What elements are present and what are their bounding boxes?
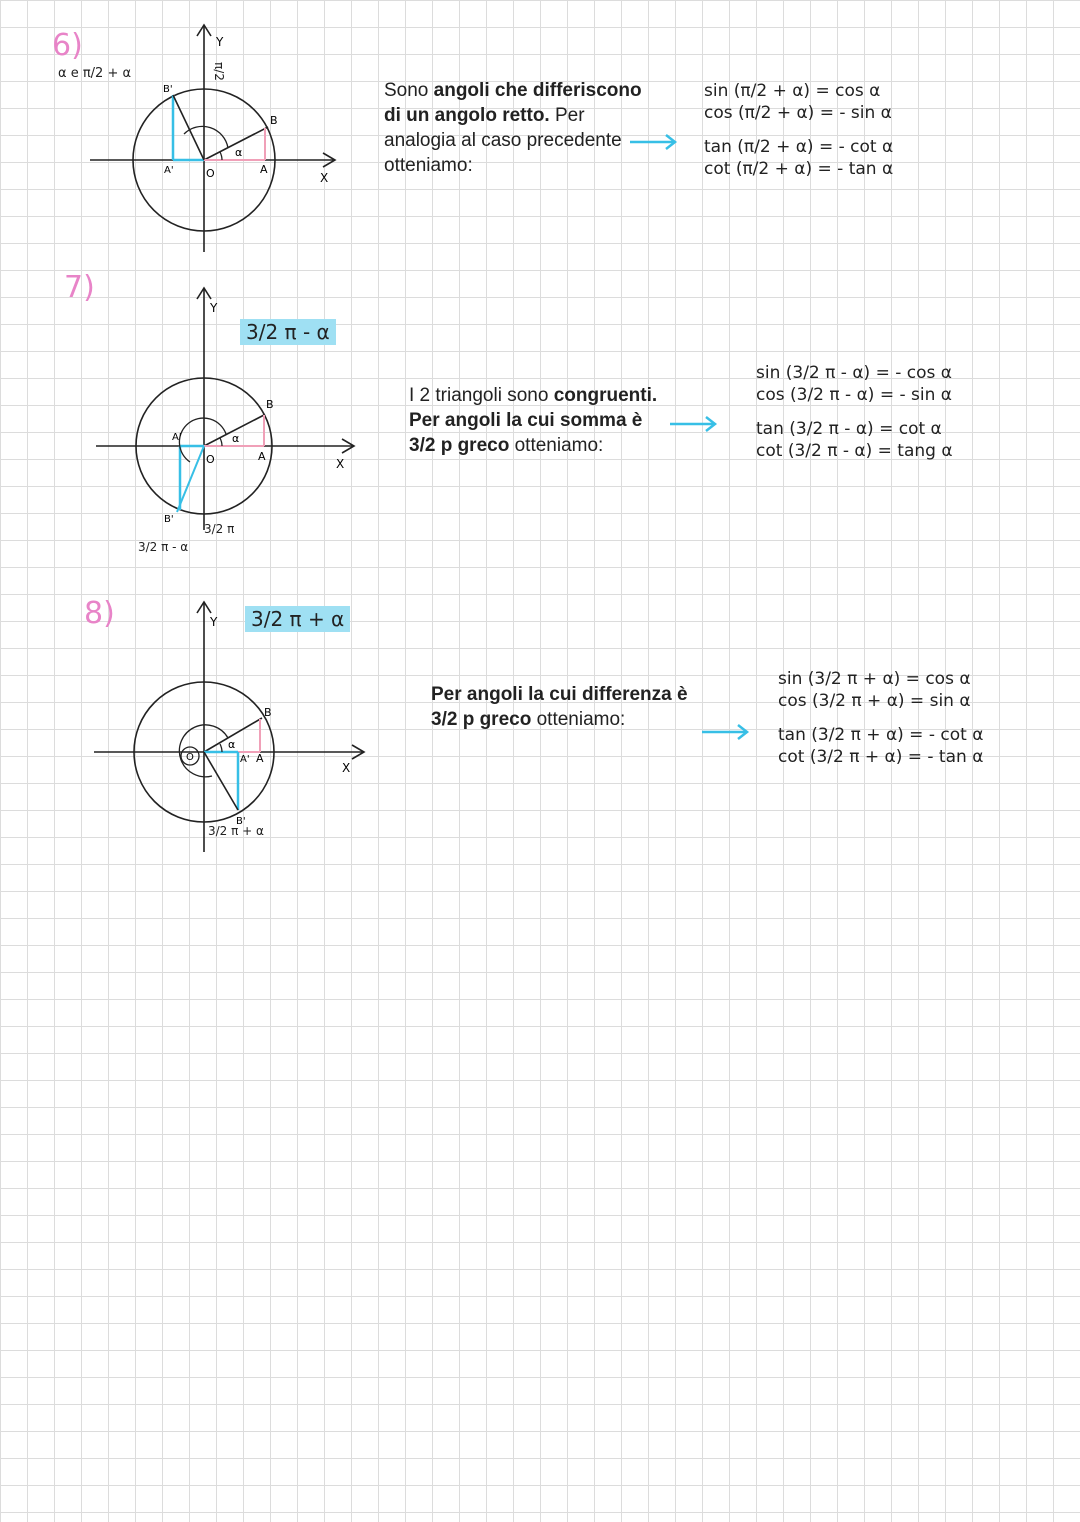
point-b-label: B [270, 114, 278, 127]
point-a-label: A [260, 163, 268, 176]
description-text: Per analogia al caso precedente otteniamo: [384, 105, 622, 176]
formula-cos: cos (3/2 π + α) = sin α [778, 691, 971, 711]
point-a-prime-label: A' [240, 754, 250, 765]
formula-cot: cot (3/2 π - α) = tang α [756, 441, 953, 461]
description-bold: angoli che differiscono di un angolo retto. [384, 80, 642, 126]
formula-sin: sin (π/2 + α) = cos α [704, 81, 881, 101]
alpha-label: α [228, 738, 236, 751]
angle-label-right: 3/2 π [204, 522, 235, 536]
origin-label: O [206, 167, 215, 180]
point-a-prime-label: A' [172, 432, 182, 443]
origin-label: O [186, 752, 194, 763]
point-a-label: A [258, 450, 266, 463]
section-number: 6) [52, 28, 83, 63]
formula-cos: cos (3/2 π - α) = - sin α [756, 385, 952, 405]
point-a-label: A [256, 752, 264, 765]
alpha-label: α [232, 432, 240, 445]
formula-block [778, 668, 983, 768]
unit-circle-diagram [86, 596, 376, 856]
description-text: otteniamo: [509, 435, 604, 456]
x-axis-label: X [336, 457, 345, 471]
formula-sin: sin (3/2 π - α) = - cos α [756, 363, 952, 383]
point-b-prime-label: B' [163, 84, 173, 95]
description-text: Sono [384, 80, 434, 101]
arrow-right-icon [628, 132, 680, 152]
unit-circle-diagram [80, 20, 350, 260]
x-axis-label: X [320, 171, 329, 185]
y-axis-label: Y [216, 35, 224, 49]
formula-tan: tan (π/2 + α) = - cot α [704, 137, 894, 157]
description-text: otteniamo: [531, 709, 626, 730]
section-number: 7) [64, 270, 95, 305]
formula-block [756, 362, 953, 462]
y-axis-label: Y [210, 301, 218, 315]
description-bold: congruenti. Per angoli la cui somma è 3/2 p greco [409, 385, 658, 456]
point-b-label: B [264, 706, 272, 719]
formula-cot: cot (3/2 π + α) = - tan α [778, 747, 984, 767]
angle-highlight: 3/2 π - α [240, 319, 336, 345]
formula-tan: tan (3/2 π - α) = cot α [756, 419, 942, 439]
description-bold: Per angoli la cui differenza è 3/2 p greco [431, 684, 688, 730]
formula-cos: cos (π/2 + α) = - sin α [704, 103, 892, 123]
point-a-prime-label: A' [164, 165, 174, 176]
origin-label: O [206, 453, 215, 466]
description [431, 682, 706, 732]
point-b-label: B [266, 398, 274, 411]
unit-circle-diagram [86, 282, 366, 532]
arrow-right-icon [700, 722, 752, 742]
point-b-prime-label: B' [164, 514, 174, 525]
formula-block [704, 80, 893, 180]
alpha-label: α [235, 146, 243, 159]
y-axis-label: Y [210, 615, 218, 629]
point-b-prime-label: B' [236, 816, 246, 827]
x-axis-label: X [342, 761, 351, 775]
description [384, 78, 644, 178]
arrow-right-icon [668, 414, 720, 434]
description [409, 383, 669, 458]
section-number: 8) [84, 596, 115, 631]
formula-tan: tan (3/2 π + α) = - cot α [778, 725, 984, 745]
vertical-label: π/2 [212, 62, 226, 81]
side-note: α e π/2 + α [58, 66, 132, 81]
angle-highlight: 3/2 π + α [245, 606, 350, 632]
angle-label: 3/2 π + α [208, 824, 264, 838]
formula-cot: cot (π/2 + α) = - tan α [704, 159, 894, 179]
angle-label-left: 3/2 π - α [138, 540, 189, 554]
formula-sin: sin (3/2 π + α) = cos α [778, 669, 971, 689]
description-text: I 2 triangoli sono [409, 385, 554, 406]
